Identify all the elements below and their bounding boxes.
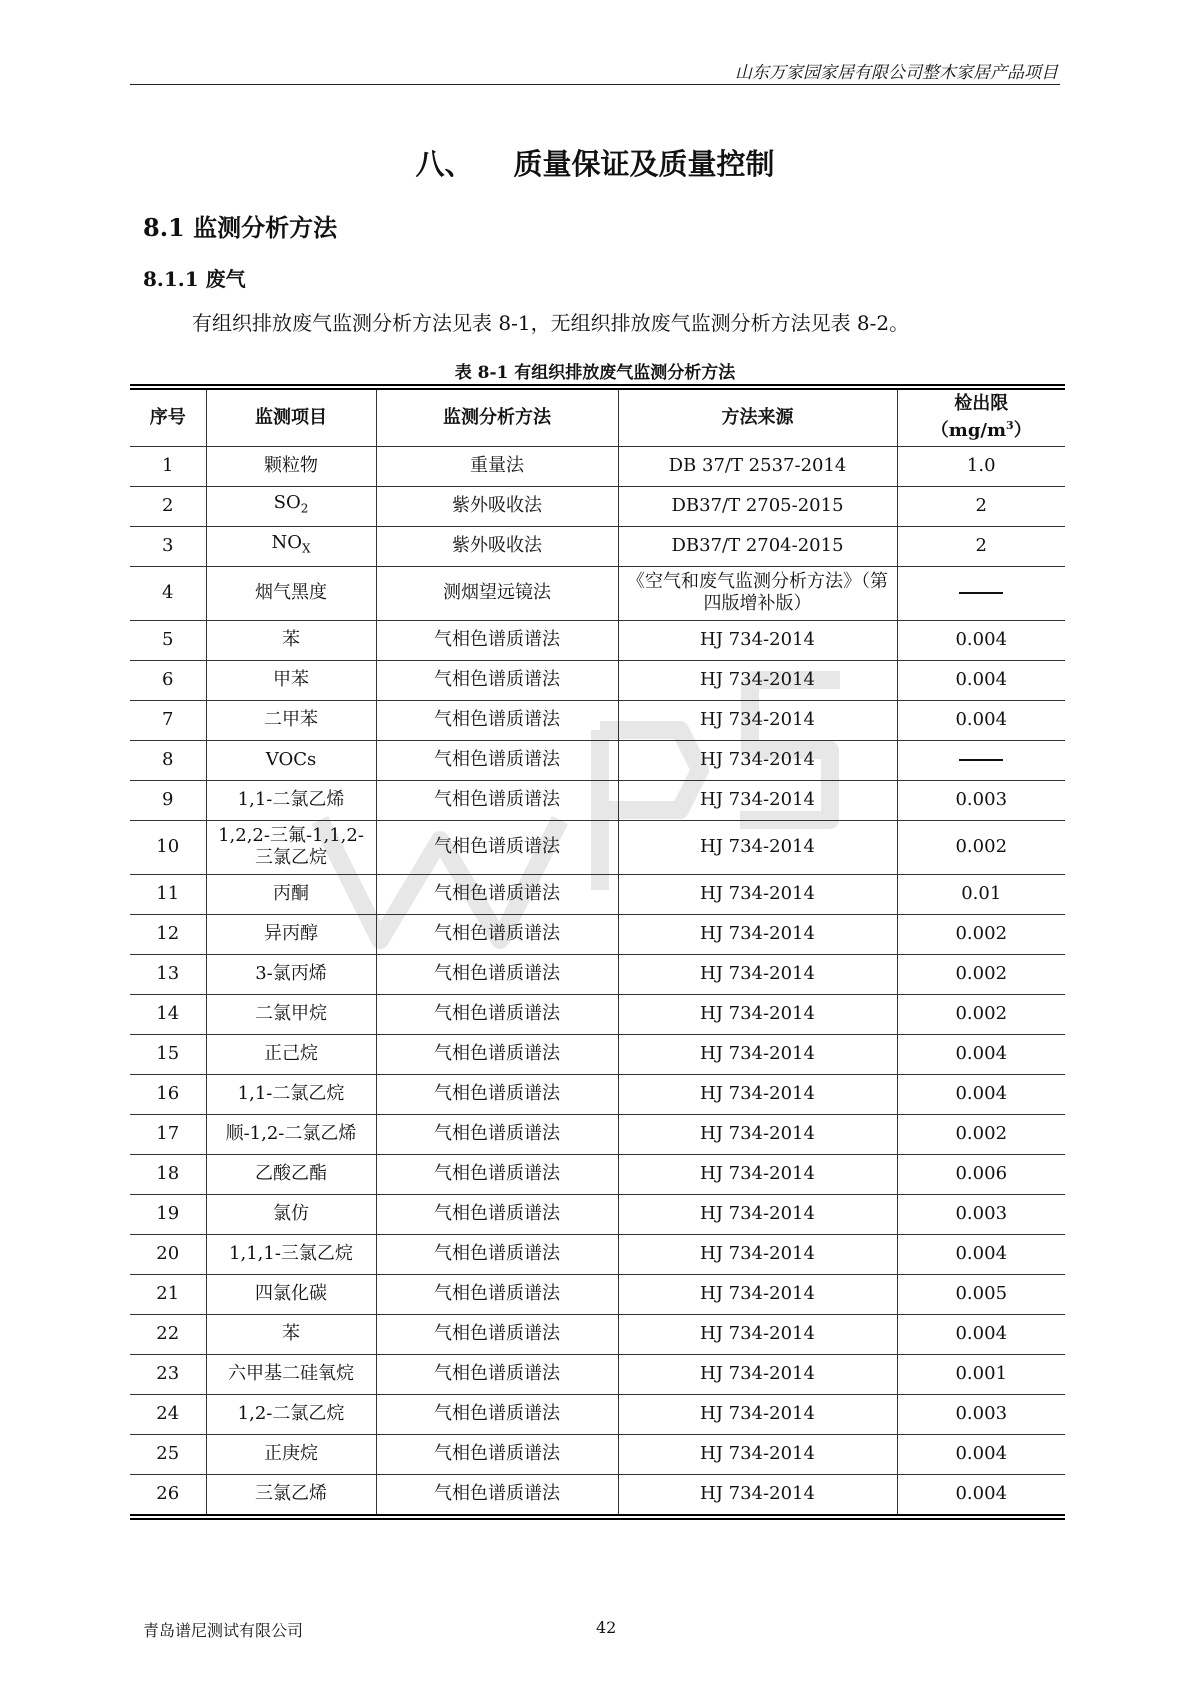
cell-limit: 0.003 — [897, 1194, 1065, 1234]
cell-no: 15 — [130, 1034, 206, 1074]
cell-method: 气相色谱质谱法 — [376, 1434, 618, 1474]
cell-limit: 0.006 — [897, 1154, 1065, 1194]
cell-limit: 0.004 — [897, 620, 1065, 660]
table-row — [130, 1354, 1065, 1394]
cell-no: 21 — [130, 1274, 206, 1314]
cell-no: 26 — [130, 1474, 206, 1514]
cell-item: 氯仿 — [206, 1194, 376, 1234]
table-row — [130, 874, 1065, 914]
subsection-heading: 8.1.1 废气 — [143, 267, 246, 291]
cell-source: HJ 734-2014 — [618, 620, 897, 660]
footer-company: 青岛谱尼测试有限公司 — [143, 1621, 304, 1640]
cell-method: 气相色谱质谱法 — [376, 1474, 618, 1514]
table-row — [130, 1034, 1065, 1074]
table-row — [130, 446, 1065, 486]
cell-item: 苯 — [206, 1314, 376, 1354]
header-title: 山东万家园家居有限公司整木家居产品项目 — [735, 63, 1058, 83]
cell-method: 气相色谱质谱法 — [376, 780, 618, 820]
table-row — [130, 820, 1065, 874]
cell-source: DB 37/T 2537-2014 — [618, 446, 897, 486]
cell-limit: 0.002 — [897, 820, 1065, 874]
cell-item: 三氯乙烯 — [206, 1474, 376, 1514]
cell-source: HJ 734-2014 — [618, 700, 897, 740]
cell-no: 25 — [130, 1434, 206, 1474]
cell-item: 顺-1,2-二氯乙烯 — [206, 1114, 376, 1154]
cell-limit — [897, 566, 1065, 620]
cell-source: HJ 734-2014 — [618, 914, 897, 954]
cell-source: HJ 734-2014 — [618, 1434, 897, 1474]
cell-limit: 0.004 — [897, 1434, 1065, 1474]
cell-item: 1,1-二氯乙烯 — [206, 780, 376, 820]
chapter-title — [0, 142, 1190, 183]
cell-limit: 0.002 — [897, 994, 1065, 1034]
table-row — [130, 1154, 1065, 1194]
cell-method: 气相色谱质谱法 — [376, 1394, 618, 1434]
cell-item: 3-氯丙烯 — [206, 954, 376, 994]
cell-source: HJ 734-2014 — [618, 1314, 897, 1354]
cell-method: 气相色谱质谱法 — [376, 914, 618, 954]
cell-limit: 0.003 — [897, 780, 1065, 820]
cell-no: 10 — [130, 820, 206, 874]
cell-item: $SO_2$ — [206, 486, 376, 526]
cell-item: 1,1-二氯乙烷 — [206, 1074, 376, 1114]
cell-source: HJ 734-2014 — [618, 954, 897, 994]
cell-no: 9 — [130, 780, 206, 820]
cell-limit: 0.003 — [897, 1394, 1065, 1434]
table-row — [130, 1114, 1065, 1154]
cell-limit: 0.002 — [897, 1114, 1065, 1154]
cell-no: 2 — [130, 486, 206, 526]
cell-no: 7 — [130, 700, 206, 740]
methods-table — [130, 390, 1065, 1514]
header-limit-line1: 检出限 — [954, 393, 1009, 415]
table-row — [130, 1074, 1065, 1114]
cell-item: 1,1,1-三氯乙烷 — [206, 1234, 376, 1274]
cell-method: 气相色谱质谱法 — [376, 1114, 618, 1154]
cell-item: 颗粒物 — [206, 446, 376, 486]
cell-source: HJ 734-2014 — [618, 1474, 897, 1514]
cell-item: 1,2-二氯乙烷 — [206, 1394, 376, 1434]
chapter-heading: 质量保证及质量控制 — [513, 147, 775, 181]
cell-no: 3 — [130, 526, 206, 566]
table-row — [130, 1234, 1065, 1274]
table-row — [130, 620, 1065, 660]
table-row — [130, 700, 1065, 740]
cell-limit — [897, 740, 1065, 780]
cell-item: 六甲基二硅氧烷 — [206, 1354, 376, 1394]
cell-method: 气相色谱质谱法 — [376, 1314, 618, 1354]
cell-item: 甲苯 — [206, 660, 376, 700]
table-header-row — [130, 390, 1065, 446]
table-row — [130, 526, 1065, 566]
cell-item: 四氯化碳 — [206, 1274, 376, 1314]
chapter-number: 八、 — [415, 147, 474, 181]
cell-method: 测烟望远镜法 — [376, 566, 618, 620]
cell-method: 紫外吸收法 — [376, 486, 618, 526]
cell-method: 气相色谱质谱法 — [376, 1154, 618, 1194]
table-row — [130, 914, 1065, 954]
dash-mark — [959, 592, 1003, 594]
cell-no: 8 — [130, 740, 206, 780]
cell-source: DB37/T 2704-2015 — [618, 526, 897, 566]
cell-no: 24 — [130, 1394, 206, 1434]
cell-no: 16 — [130, 1074, 206, 1114]
cell-limit: 0.004 — [897, 1034, 1065, 1074]
cell-method: 气相色谱质谱法 — [376, 1234, 618, 1274]
table-row — [130, 1194, 1065, 1234]
cell-limit: 0.005 — [897, 1274, 1065, 1314]
header-limit-line2: $(mg/m^3)$ — [930, 419, 1032, 442]
table-bottom-rule — [130, 1514, 1065, 1520]
table-row — [130, 1474, 1065, 1514]
cell-no: 19 — [130, 1194, 206, 1234]
monitoring-methods-table — [130, 384, 1065, 1520]
cell-source: HJ 734-2014 — [618, 660, 897, 700]
cell-method: 气相色谱质谱法 — [376, 994, 618, 1034]
cell-item: 乙酸乙酯 — [206, 1154, 376, 1194]
cell-limit: 0.004 — [897, 1234, 1065, 1274]
header-method: 监测分析方法 — [376, 390, 618, 446]
cell-source: HJ 734-2014 — [618, 1234, 897, 1274]
cell-no: 18 — [130, 1154, 206, 1194]
cell-no: 5 — [130, 620, 206, 660]
cell-item: 丙酮 — [206, 874, 376, 914]
cell-method: 气相色谱质谱法 — [376, 1274, 618, 1314]
cell-limit: 2 — [897, 526, 1065, 566]
cell-limit: 0.01 — [897, 874, 1065, 914]
cell-limit: 0.004 — [897, 700, 1065, 740]
cell-item: 烟气黑度 — [206, 566, 376, 620]
cell-item: $NO_X$ — [206, 526, 376, 566]
cell-limit: 0.004 — [897, 1474, 1065, 1514]
cell-item: 正庚烷 — [206, 1434, 376, 1474]
cell-source: DB37/T 2705-2015 — [618, 486, 897, 526]
table-caption: 表 8-1 有组织排放废气监测分析方法 — [454, 363, 736, 383]
cell-item: VOCs — [206, 740, 376, 780]
header-source: 方法来源 — [618, 390, 897, 446]
cell-limit: 0.004 — [897, 1314, 1065, 1354]
cell-method: 气相色谱质谱法 — [376, 620, 618, 660]
dash-mark — [959, 759, 1003, 761]
cell-source: HJ 734-2014 — [618, 1114, 897, 1154]
cell-method: 气相色谱质谱法 — [376, 740, 618, 780]
table-row — [130, 1394, 1065, 1434]
section-heading: 8.1 监测分析方法 — [143, 213, 338, 242]
running-header — [130, 56, 1060, 85]
cell-limit: 0.001 — [897, 1354, 1065, 1394]
cell-method: 气相色谱质谱法 — [376, 700, 618, 740]
cell-source: HJ 734-2014 — [618, 780, 897, 820]
cell-source: HJ 734-2014 — [618, 1034, 897, 1074]
cell-method: 紫外吸收法 — [376, 526, 618, 566]
cell-item: 二甲苯 — [206, 700, 376, 740]
cell-limit: 0.004 — [897, 660, 1065, 700]
cell-no: 6 — [130, 660, 206, 700]
cell-no: 17 — [130, 1114, 206, 1154]
cell-source: HJ 734-2014 — [618, 874, 897, 914]
header-item: 监测项目 — [206, 390, 376, 446]
table-row — [130, 660, 1065, 700]
table-row — [130, 1434, 1065, 1474]
cell-no: 12 — [130, 914, 206, 954]
cell-method: 气相色谱质谱法 — [376, 954, 618, 994]
cell-source: HJ 734-2014 — [618, 1154, 897, 1194]
cell-no: 4 — [130, 566, 206, 620]
cell-limit: 0.002 — [897, 954, 1065, 994]
cell-method: 气相色谱质谱法 — [376, 820, 618, 874]
cell-source: HJ 734-2014 — [618, 1394, 897, 1434]
table-row — [130, 486, 1065, 526]
table-row — [130, 780, 1065, 820]
cell-method: 气相色谱质谱法 — [376, 874, 618, 914]
cell-source: HJ 734-2014 — [618, 994, 897, 1034]
cell-item: 二氯甲烷 — [206, 994, 376, 1034]
cell-limit: 1.0 — [897, 446, 1065, 486]
cell-method: 气相色谱质谱法 — [376, 660, 618, 700]
cell-method: 气相色谱质谱法 — [376, 1034, 618, 1074]
cell-item: 正己烷 — [206, 1034, 376, 1074]
header-limit — [897, 390, 1065, 446]
cell-no: 22 — [130, 1314, 206, 1354]
cell-source: HJ 734-2014 — [618, 740, 897, 780]
cell-item: 1,2,2-三氟-1,1,2-三氯乙烷 — [206, 820, 376, 874]
cell-no: 13 — [130, 954, 206, 994]
cell-item: 苯 — [206, 620, 376, 660]
table-row — [130, 994, 1065, 1034]
footer-page-number: 42 — [596, 1618, 617, 1637]
cell-method: 气相色谱质谱法 — [376, 1354, 618, 1394]
cell-source: HJ 734-2014 — [618, 1354, 897, 1394]
cell-no: 23 — [130, 1354, 206, 1394]
cell-item: 异丙醇 — [206, 914, 376, 954]
table-row — [130, 1314, 1065, 1354]
cell-source: HJ 734-2014 — [618, 820, 897, 874]
cell-limit: 0.004 — [897, 1074, 1065, 1114]
cell-source: HJ 734-2014 — [618, 1274, 897, 1314]
table-row — [130, 954, 1065, 994]
cell-no: 11 — [130, 874, 206, 914]
cell-limit: 0.002 — [897, 914, 1065, 954]
cell-no: 20 — [130, 1234, 206, 1274]
intro-paragraph: 有组织排放废气监测分析方法见表 8-1，无组织排放废气监测分析方法见表 8-2。 — [192, 311, 910, 335]
cell-method: 气相色谱质谱法 — [376, 1194, 618, 1234]
cell-no: 1 — [130, 446, 206, 486]
header-no: 序号 — [130, 390, 206, 446]
cell-limit: 2 — [897, 486, 1065, 526]
cell-source: HJ 734-2014 — [618, 1074, 897, 1114]
table-row — [130, 1274, 1065, 1314]
table-row — [130, 740, 1065, 780]
cell-method: 重量法 — [376, 446, 618, 486]
cell-method: 气相色谱质谱法 — [376, 1074, 618, 1114]
cell-source: 《空气和废气监测分析方法》（第四版增补版） — [618, 566, 897, 620]
cell-no: 14 — [130, 994, 206, 1034]
table-row — [130, 566, 1065, 620]
cell-source: HJ 734-2014 — [618, 1194, 897, 1234]
